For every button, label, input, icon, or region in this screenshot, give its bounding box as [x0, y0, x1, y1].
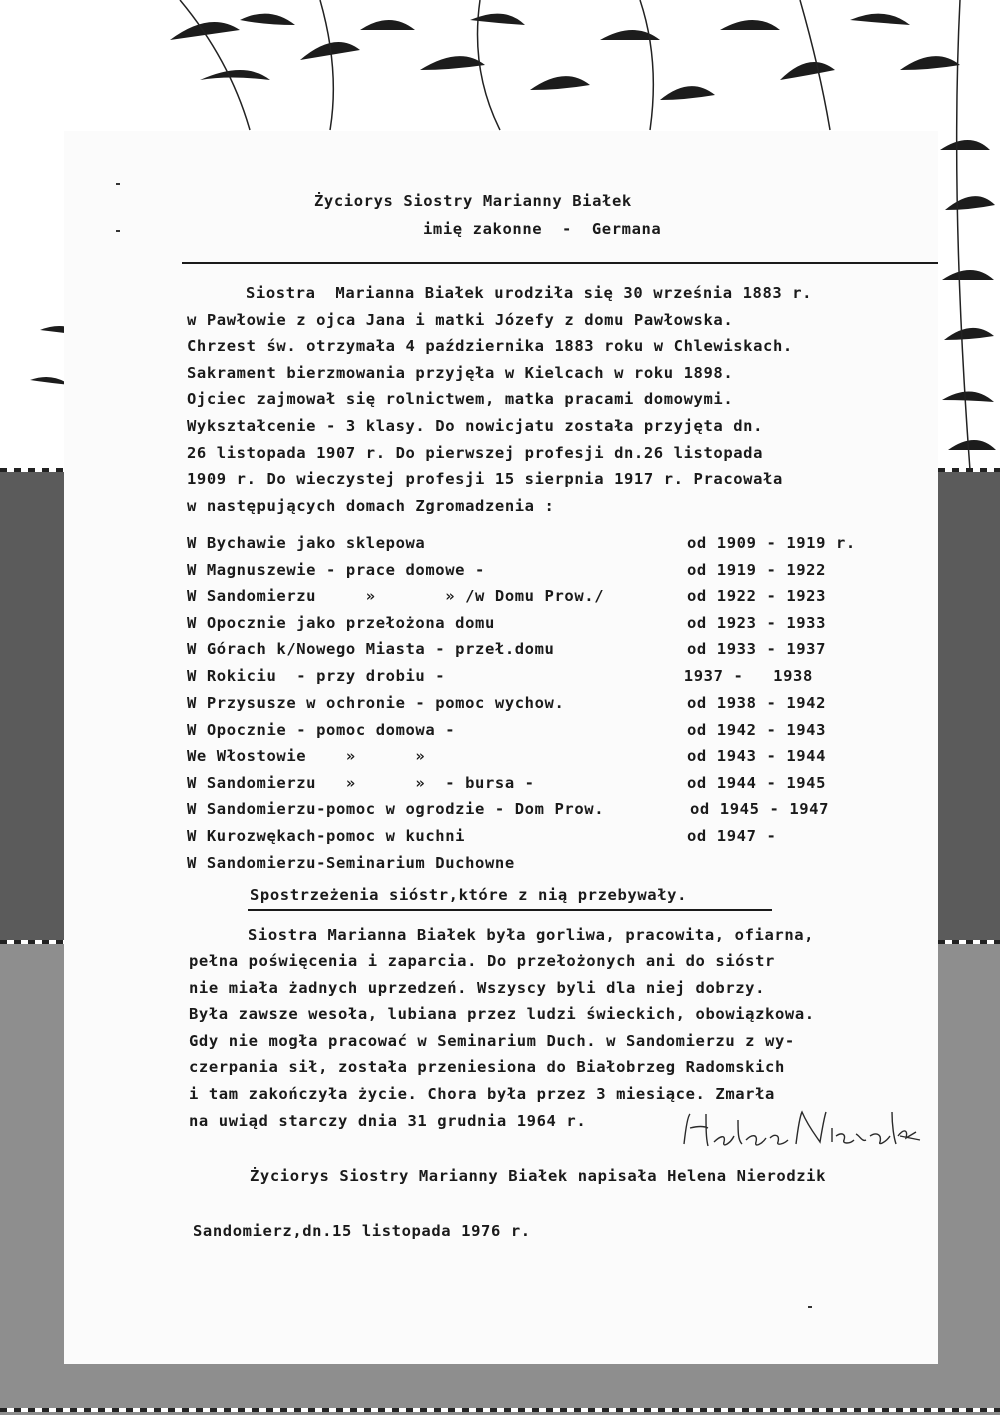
observation-line-6: czerpania sił, została przeniesiona do Białobrzeg Radomskich	[189, 1058, 785, 1076]
assignment-place-9: We Włostowie » »	[187, 747, 426, 765]
assignment-place-8: W Opocznie - pomoc domowa -	[187, 721, 456, 739]
observation-line-7: i tam zakończyła życie. Chora była przez 3 miesiące. Zmarła	[189, 1085, 775, 1103]
assignment-place-5: W Górach k/Nowego Miasta - przeł.domu	[187, 640, 555, 658]
observation-line-1: Siostra Marianna Białek była gorliwa, pracowita, ofiarna,	[248, 926, 815, 944]
dashed-divider-bottom	[0, 1408, 1000, 1412]
intro-line-1: Siostra Marianna Białek urodziła się 30 września 1883 r.	[246, 284, 813, 302]
assignment-period-4: od 1923 - 1933	[687, 614, 827, 632]
section-heading-underline	[248, 909, 772, 911]
intro-line-9: w następujących domach Zgromadzenia :	[187, 497, 555, 515]
religious-name-line: imię zakonne - Germana	[423, 220, 662, 238]
assignment-place-12: W Kurozwękach-pomoc w kuchni	[187, 827, 466, 845]
assignment-period-1: od 1909 - 1919 r.	[687, 534, 856, 552]
assignment-place-4: W Opocznie jako przełożona domu	[187, 614, 495, 632]
assignment-period-5: od 1933 - 1937	[687, 640, 827, 658]
intro-line-6: Wykształcenie - 3 klasy. Do nowicjatu została przyjęta dn.	[187, 417, 764, 435]
paper-speck	[808, 1306, 812, 1308]
assignment-place-11: W Sandomierzu-pomoc w ogrodzie - Dom Prow.	[187, 800, 605, 818]
assignment-place-13: W Sandomierzu-Seminarium Duchowne	[187, 854, 515, 872]
assignment-period-10: od 1944 - 1945	[687, 774, 827, 792]
paper-speck	[116, 183, 120, 185]
intro-line-8: 1909 r. Do wieczystej profesji 15 sierpnia 1917 r. Pracowała	[187, 470, 783, 488]
observation-line-8: na uwiąd starczy dnia 31 grudnia 1964 r.	[189, 1112, 587, 1130]
assignment-place-10: W Sandomierzu » » - bursa -	[187, 774, 535, 792]
observation-line-5: Gdy nie mogła pracować w Seminarium Duch. w Sandomierzu z wy-	[189, 1032, 795, 1050]
observation-line-2: pełna poświęcenia i zaparcia. Do przełożonych ani do sióstr	[189, 952, 775, 970]
assignment-period-6: 1937 - 1938	[654, 667, 813, 685]
assignment-place-3: W Sandomierzu » » /w Domu Prow./	[187, 587, 605, 605]
assignment-period-7: od 1938 - 1942	[687, 694, 827, 712]
assignment-place-1: W Bychawie jako sklepowa	[187, 534, 426, 552]
assignment-period-2: od 1919 - 1922	[687, 561, 827, 579]
assignment-period-12: od 1947 -	[687, 827, 777, 845]
assignment-period-3: od 1922 - 1923	[687, 587, 827, 605]
section-heading: Spostrzeżenia sióstr,które z nią przebywały.	[250, 886, 687, 904]
observation-line-3: nie miała żadnych uprzedzeń. Wszyscy byli dla niej dobrzy.	[189, 979, 766, 997]
assignment-place-6: W Rokiciu - przy drobiu -	[187, 667, 446, 685]
assignment-period-11: od 1945 - 1947	[690, 800, 830, 818]
paper-speck	[116, 230, 120, 232]
observation-line-4: Była zawsze wesoła, lubiana przez ludzi świeckich, obowiązkowa.	[189, 1005, 815, 1023]
intro-line-4: Sakrament bierzmowania przyjęła w Kielcach w roku 1898.	[187, 364, 734, 382]
place-and-date: Sandomierz,dn.15 listopada 1976 r.	[193, 1222, 531, 1240]
intro-line-7: 26 listopada 1907 r. Do pierwszej profesji dn.26 listopada	[187, 444, 764, 462]
intro-line-2: w Pawłowie z ojca Jana i matki Józefy z domu Pawłowska.	[187, 311, 734, 329]
assignment-place-7: W Przysusze w ochronie - pomoc wychow.	[187, 694, 565, 712]
document-title: Życiorys Siostry Marianny Białek	[314, 192, 632, 210]
intro-line-3: Chrzest św. otrzymała 4 października 1883 roku w Chlewiskach.	[187, 337, 793, 355]
title-rule	[182, 262, 938, 264]
assignment-period-8: od 1942 - 1943	[687, 721, 827, 739]
assignment-period-9: od 1943 - 1944	[687, 747, 827, 765]
handwritten-signature	[676, 1106, 926, 1156]
author-line: Życiorys Siostry Marianny Białek napisała Helena Nierodzik	[250, 1167, 827, 1185]
assignment-place-2: W Magnuszewie - prace domowe -	[187, 561, 485, 579]
intro-line-5: Ojciec zajmował się rolnictwem, matka pracami domowymi.	[187, 390, 734, 408]
